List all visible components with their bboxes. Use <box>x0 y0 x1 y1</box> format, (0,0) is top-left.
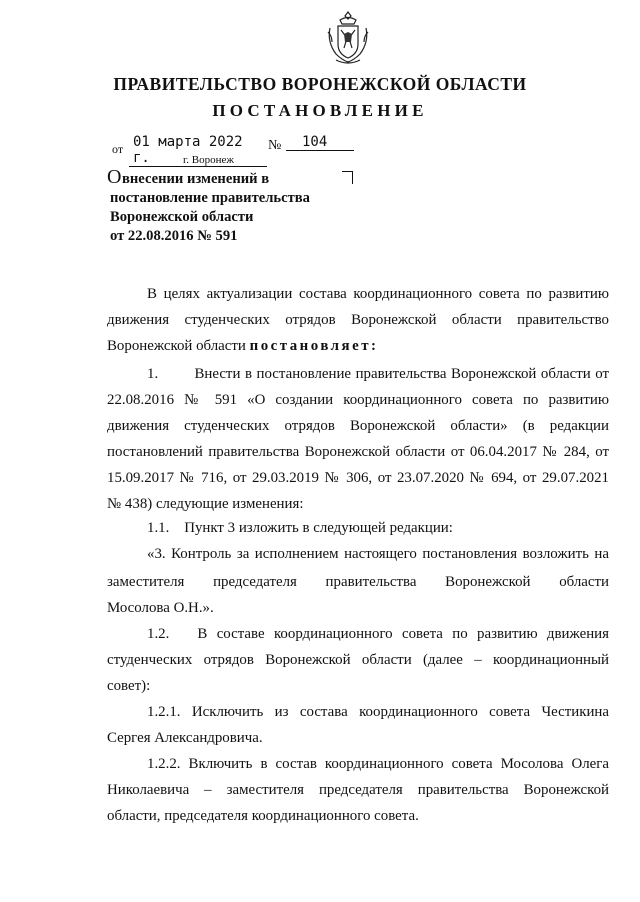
paragraph-1-2-1-line: 1.2.1. Исключить из состава координационного совета Честикина <box>147 704 609 720</box>
corner-bracket <box>342 171 353 184</box>
subject-line: постановление правительства <box>110 190 310 206</box>
intro-line: движения студенческих отрядов Воронежской области правительство <box>107 312 609 328</box>
paragraph-1-2-2-line: 1.2.2. Включить в состав координационного совета Мосолова Олега <box>147 756 609 772</box>
quote-line: Мосолова О.Н.». <box>107 600 214 616</box>
subject-initial: О <box>107 166 122 188</box>
paragraph-1-2-line: 1.2. В составе координационного совета по развитию движения <box>147 626 609 642</box>
paragraph-1-1: 1.1. Пункт 3 изложить в следующей редакции: <box>147 520 453 536</box>
paragraph-1-2-2-line: Николаевича – заместителя председателя правительства Воронежской <box>107 782 609 798</box>
paragraph-1-line: постановлений правительства Воронежской области от 06.04.2017 № 284, от <box>107 444 609 460</box>
subject-line: Воронежской области <box>110 209 254 225</box>
paragraph-1-line: № 438) следующие изменения: <box>107 496 304 512</box>
number-label: № <box>268 138 282 153</box>
resolves-verb: постановляет: <box>249 338 379 354</box>
quote-line: «3. Контроль за исполнением настоящего постановления возложить на <box>147 546 609 562</box>
paragraph-1-line: 22.08.2016 № 591 «О создании координационного совета по развитию <box>107 392 609 408</box>
intro-line-text: Воронежской области <box>107 338 246 354</box>
quote-line: заместителя председателя правительства Воронежской области <box>107 574 609 590</box>
paragraph-1-line: движения студенческих отрядов Воронежской области» (в редакции <box>107 418 609 434</box>
document-subject <box>107 166 310 246</box>
document-number: 104 <box>286 134 354 151</box>
paragraph-1-2-2-line: области, председателя координационного совета. <box>107 808 419 824</box>
coat-of-arms-icon <box>326 10 370 66</box>
government-name: ПРАВИТЕЛЬСТВО ВОРОНЕЖСКОЙ ОБЛАСТИ <box>113 74 527 94</box>
paragraph-1-2-line: студенческих отрядов Воронежской области (далее – координационный <box>107 652 609 668</box>
city: г. Воронеж <box>183 154 234 166</box>
intro-line <box>107 335 609 358</box>
document-type: ПОСТАНОВЛЕНИЕ <box>212 101 428 120</box>
paragraph-1-line: 15.09.2017 № 716, от 29.03.2019 № 306, от 23.07.2020 № 694, от 29.07.2021 <box>107 470 609 486</box>
subject-line: внесении изменений в <box>122 171 270 187</box>
document-date: 01 марта 2022 г. <box>129 134 267 167</box>
paragraph-1-2-1-line: Сергея Александровича. <box>107 730 263 746</box>
date-prefix: от <box>112 142 124 156</box>
subject-line: от 22.08.2016 № 591 <box>110 228 238 244</box>
intro-line: В целях актуализации состава координационного совета по развитию <box>147 286 609 302</box>
paragraph-1-2-line: совет): <box>107 678 151 694</box>
paragraph-1-line: 1. Внести в постановление правительства Воронежской области от <box>147 366 609 382</box>
